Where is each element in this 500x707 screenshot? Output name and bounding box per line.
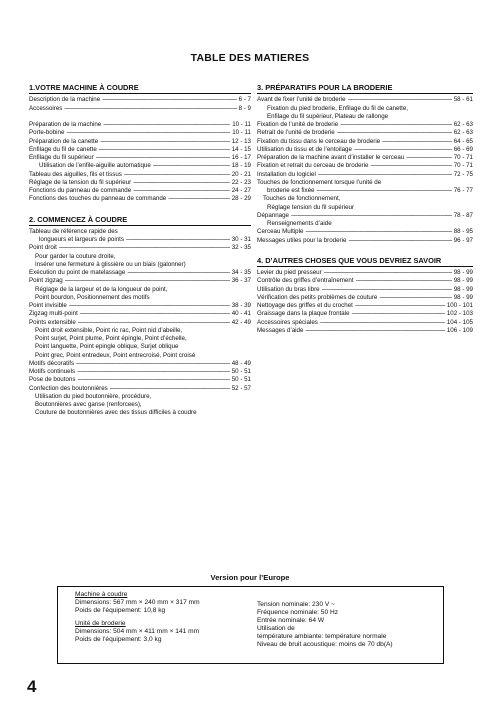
voltage: Tension nominale: 230 V ~ [257,601,335,608]
toc-entry: Réglage de la tension du fil supérieur ----- 22 - 23 [29,179,251,187]
toc-entry-line: Touches de fonctionnement lorsque l’unité de [257,178,382,186]
toc-entry: Cerceau Multiple ----- 88 - 95 [257,228,473,236]
toc-entry: Zigzag multi-point ----- 40 - 41 [29,310,251,318]
toc-subentry: Boutonnières avec ganse (renforcees), [35,401,142,408]
frequency: Fréquence nominale: 50 Hz [257,609,339,616]
section-heading: 3. PRÉPARATIFS POUR LA BRODERIE [257,84,473,94]
temperature-line2: température ambiante: température normale [257,633,387,640]
machine-title: Machine à coudre [75,591,128,598]
toc-entry: Enfilage du fil supérieur ----- 16 - 17 [29,154,251,162]
toc-entry: longueurs et largeurs de points ----- 30 - 31 [29,236,251,244]
spec-right [257,601,393,649]
toc-subentry: Réglage tension du fil supérieur [267,203,355,211]
toc-entry: Avant de fixer l’unité de broderie ----- 58 - 61 [257,96,473,104]
toc-entry: Graissage dans la plaque frontale ----- 102 - 103 [257,310,473,318]
toc-entry: Point droit ----- 32 - 35 [29,244,251,252]
toc-entry: Accessoires ----- 8 - 9 [29,105,251,113]
toc-left-column [29,84,251,418]
toc-subentry: Point bourdon, Positionnement des motifs [35,293,150,301]
toc-entry: Fixation du tissu dans le cerceau de broderie ----- 64 - 65 [257,138,473,146]
toc-entry: Préparation de la machine avant d’installer le cerceau ----- 70 - 71 [257,154,473,162]
toc-entry: Dépannage ----- 78 - 87 [257,212,473,220]
toc-subentry: Utilisation du pied boutonnière, procédure, [35,392,152,400]
toc-subentry: Renseignements d’aide [267,220,332,227]
page-number: 4 [27,677,37,696]
section-heading: 4. D’AUTRES CHOSES QUE VOUS DEVRIEZ SAVOIR [257,257,473,267]
machine-dimensions: Dimensions: 567 mm × 240 mm × 317 mm [75,599,200,606]
toc-entry: Point invisible ----- 38 - 39 [29,302,251,310]
toc-entry: Fonctions des touches du panneau de commande ----- 28 - 29 [29,195,251,203]
toc-entry: Fonctions du panneau de commande ----- 24 - 27 [29,187,251,195]
toc-entry: Exécution du point de matelassage ----- 34 - 35 [29,269,251,277]
toc-entry: Préparation de la canette ----- 12 - 13 [29,138,251,146]
toc-subentry: Pour garder la couture droite, [35,252,116,260]
toc-subentry: Insérer une fermeture à glissière ou un biais (galonner) [35,260,186,268]
power-input: Entrée nominale: 64 W [257,617,325,624]
spec-box [57,586,444,664]
toc-entry: Utilisation du tissu et de l’entoilage ----- 66 - 69 [257,146,473,154]
toc-entry: Porte-bobine ----- 10 - 11 [29,129,251,137]
toc-entry: Levier du pied presseur ----- 98 - 99 [257,269,473,277]
toc-entry: Préparation de la machine ----- 10 - 11 [29,121,251,129]
unit-dimensions: Dimensions: 504 mm × 411 mm × 141 mm [75,628,200,635]
toc-entry: Contrôle des griffes d’entraînement ----- 98 - 99 [257,277,473,285]
toc-entry: Vérification des petits problèmes de couture ----- 98 - 99 [257,294,473,302]
unit-weight: Poids de l’équipement: 3,0 kg [75,636,162,643]
toc-entry: Accessoires spéciales ----- 104 - 105 [257,319,473,327]
toc-entry: Description de la machine ----- 6 - 7 [29,96,251,104]
toc-entry: Confection des boutonnières ----- 52 - 57 [29,385,251,393]
section-heading: 1.VOTRE MACHINE À COUDRE [29,84,251,94]
toc-subentry: Fixation du pied broderie, Enfilage du fil de canette, [267,104,409,112]
toc-subentry: Point droit extensible, Point ric rac, Point nid d’abeille, [35,326,183,334]
toc-entry: Retrait de l’unité de broderie ----- 62 - 63 [257,129,473,137]
toc-entry-line: Tableau de référence rapide des [29,227,118,235]
toc-subentry: Point grec, Point entredeux, Point entrecroisé, Point croisé [35,351,196,359]
toc-entry: Tableau des aiguilles, fils et tissus ----- 20 - 21 [29,171,251,179]
toc-entry: Fixation de l’unité de broderie ----- 62 - 63 [257,121,473,129]
toc-subentry: Touches de fonctionnement, [263,195,341,203]
toc-subentry: Couture de boutonnières avec des tissus difficiles à coudre [35,409,197,417]
toc-entry: broderie est fixée ----- 76 - 77 [257,187,473,195]
page-title: TABLE DES MATIERES [190,52,310,64]
toc-entry: Pose de boutons ----- 50 - 51 [29,376,251,384]
temperature-line1: Utilisation de [257,625,295,632]
machine-weight: Poids de l’équipement: 10,8 kg [75,607,166,614]
toc-subentry: Point surjet, Point plume, Point épingle, Point d’échelle, [35,335,187,342]
toc-entry: Nettoyage des griffes et du crochet ----- 100 - 101 [257,302,473,310]
toc-right-column [257,84,473,335]
spec-left [75,591,200,644]
toc-entry: Motifs continuels ----- 50 - 51 [29,368,251,376]
toc-subentry: Enfilage du fil supérieur, Plateau de rallonge [267,112,389,120]
section-heading: 2. COMMENCEZ À COUDRE [29,216,251,226]
unit-title: Unité de broderie [75,620,126,627]
toc-subentry: Réglage de la largeur et de la longueur de point, [35,285,168,293]
toc-entry: Point zigzag ----- 36 - 37 [29,277,251,285]
toc-entry: Utilisation du bras libre ----- 98 - 99 [257,286,473,294]
toc-entry: Messages d’aide ----- 106 - 109 [257,327,473,335]
noise-level: Niveau de bruit acoustique: moins de 70 db(A) [257,641,393,648]
toc-entry: Installation du logiciel ----- 72 - 75 [257,171,473,179]
version-title: Version pour l’Europe [210,573,290,582]
toc-entry: Points extensible ----- 42 - 49 [29,319,251,327]
toc-entry: Messages utiles pour la broderie ----- 96 - 97 [257,237,473,245]
toc-entry: Motifs décoratifs ----- 48 - 49 [29,360,251,368]
toc-entry: Utilisation de l’enfile-aiguille automatique ----- 18 - 19 [29,162,251,170]
toc-entry: Enfilage du fil de canette ----- 14 - 15 [29,146,251,154]
toc-subentry: Point languette, Point epingle oblique, Surjet oblique [35,343,179,351]
toc-entry: Fixation et retrait du cerceau de broderie ----- 70 - 71 [257,162,473,170]
